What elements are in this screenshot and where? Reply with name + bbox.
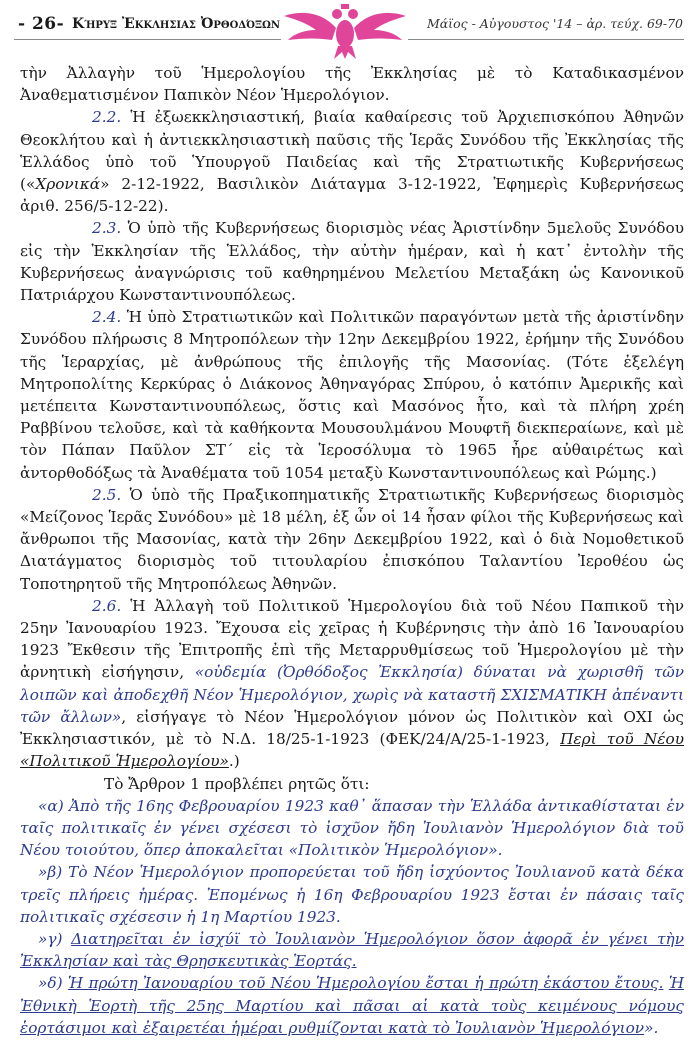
- double-headed-eagle-icon: [282, 2, 408, 60]
- section-number: 2.5.: [92, 485, 122, 504]
- section-number: 2.6.: [92, 596, 122, 615]
- section-number: 2.2.: [92, 108, 122, 127]
- quote-text: Διατηρεῖται ἐν ἰσχύϊ τὸ Ἰουλιανὸν Ἡμερολόγιον ὅσον ἀφορᾶ ἐν γένει τὴν Ἐκκλησίαν καὶ τὰς Θρησκευτικὰς Ἑορτάς.: [20, 929, 684, 971]
- section-number: 2.3.: [92, 219, 122, 238]
- citation-title: Χρονικά: [35, 175, 101, 194]
- quote-marker: »δ): [38, 974, 68, 993]
- paragraph-2-3: [20, 217, 684, 306]
- paragraph-text: , εἰσήγαγε τὸ Νέον Ἡμερολόγιον μόνον ὡς Πολιτικὸν καὶ ΟΧΙ ὡς Ἐκκλησιαστικόν, μὲ τὸ Ν.Δ. 18/25-1-1923 (ΦΕΚ/24/Α/25-1-1923,: [20, 707, 684, 749]
- page-header: [0, 0, 697, 62]
- quote-text: Ἡ Ἐθνικὴ Ἑορτὴ τῆς 25ης Μαρτίου καὶ πᾶσαι αἱ κατὰ τοὺς κειμένους νόμους ἑορτάσιμοι καὶ ἐξαιρετέαι ἡμέραι ρυθμίζονται κατὰ τὸ Ἰουλιανὸν Ἡμερολόγιον: [20, 974, 684, 1037]
- paragraph-2-5: [20, 484, 684, 595]
- paragraph-text: Ἡ ὑπὸ Στρατιωτικῶν καὶ Πολιτικῶν παραγόντων μετὰ τῆς ἀριστίνδην Συνόδου πλήρωσις 8 Μητροπόλεων τὴν 12ην Δεκεμβρίου 1922, ἐρήμην τῆς Συνόδου τῆς Ἱεραρχίας, μὲ ἀνθρώπους τῆς ἐπιλογῆς τῆς Μασονίας. (Τότε ἐξελέγη Μητροπολίτης Κερκύρας ὁ Διάκονος Ἀθηναγόρας Σπύρου, ὁ κατόπιν Ἀμερικῆς καὶ μετέπειτα Κωνσταντινουπόλεως, ὅστις καὶ Μασόνος ἦτο, καὶ τὰ πλήρη χρέη Ραββίνου τελοῦσε, καὶ τὰ καθήκοντα Μουσουλμάνου Μουφτῆ διεκπεραίωνε, καὶ μὲ τὸν Πάπαν Παῦλον ΣΤ´ εἰς τὰ Ἱεροσόλυμα τὸ 1965 ἦρε αὐθαιρέτως καὶ ἀντορθοδόξως τὰ Ἀναθέματα τοῦ 1054 μεταξὺ Κωνσταντινουπόλεως καὶ Ρώμης.): [20, 308, 684, 482]
- quoted-report: «οὐδεμία (Ὀρθόδοξος Ἐκκλησία) δύναται νὰ χωρισθῆ τῶν λοιπῶν καὶ ἀποδεχθῆ Νέον Ἡμερολόγιον, χωρὶς νὰ καταστῆ ΣΧΙΣΜΑΤΙΚΗ ἀπέναντι τῶν ἄλλων»: [20, 663, 685, 726]
- paragraph-text: Ὁ ὑπὸ τῆς Πραξικοπηματικῆς Στρατιωτικῆς Κυβερνήσεως διορισμὸς «Μείζονος Ἱερᾶς Συνόδου» μὲ 18 μέλη, ἐξ ὧν οἱ 14 ἦσαν φίλοι τῆς Κυβερνήσεως καὶ ἄνθρωποι τῆς Μασονίας, κατὰ τὴν 26ην Δεκεμβρίου 1922, καὶ ὁ διὰ Νομοθετικοῦ Διατάγματος διορισμὸς τοῦ τιτουλαρίου ἐπισκόπου Ταλαντίου Ἰεροθέου ὡς Τοποτηρητοῦ τῆς Μητροπόλεως Ἀθηνῶν.: [20, 485, 684, 593]
- paragraph-text: Ἡ ἐξωεκκλησιαστική, βιαία καθαίρεσις τοῦ Ἀρχιεπισκόπου Ἀθηνῶν Θεοκλήτου καὶ ἡ ἀντιεκκλησιαστικὴ παῦσις τῆς Ἱερᾶς Συνόδου τῆς Ἐκκλησίας τῆς Ἑλλάδος ὑπὸ τοῦ Ὑπουργοῦ Παιδείας καὶ τῆς Στρατιωτικῆς Κυβερνήσεως («: [20, 108, 684, 194]
- quote-beta: [20, 861, 684, 928]
- section-number: 2.4.: [92, 308, 122, 327]
- quote-text: «α) Ἀπὸ τῆς 16ης Φεβρουαρίου 1923 καθ᾽ ἅπασαν τὴν Ἑλλάδα ἀντικαθίσταται ἐν ταῖς πολιτικαῖς ἐν γένει σχέσεσι τὸ ἰσχῦον ἤδη Ἰουλιανὸν Ἡμερολόγιον διὰ τοῦ Νέου τοιούτου, ὅπερ ἀποκαλεῖται «Πολιτικὸν Ἡμερολόγιον».: [20, 796, 684, 860]
- paragraph-2-4: [20, 306, 684, 484]
- issue-info: Μάϊος - Αὐγουστος '14 – ἀρ. τεύχ. 69-70: [426, 16, 683, 31]
- quote-alpha: [20, 795, 684, 862]
- paragraph-text: » 2-12-1922, Βασιλικὸν Διάταγμα 3-12-1922, Ἐφημερὶς Κυβερνήσεως ἀριθ. 256/5-12-22).: [20, 175, 684, 216]
- header-rule-left: [14, 39, 281, 40]
- page-number: - 26-: [18, 14, 65, 34]
- header-rule-right: [408, 39, 684, 40]
- quote-text: Ἡ πρώτη Ἰανουαρίου τοῦ Νέου Ἡμερολογίου ἔσται ἡ πρώτη ἑκάστου ἔτους.: [67, 974, 664, 993]
- paragraph-text: Ὁ ὑπὸ τῆς Κυβερνήσεως διορισμὸς νέας Ἀριστίνδην 5μελοῦς Συνόδου εἰς τὴν Ἐκκλησίαν τῆς Ἑλλάδος, τὴν αὐτὴν ἡμέραν, καὶ ἡ κατ᾽ ἐντολὴν τῆς Κυβερνήσεως ἀναγνώρισις τοῦ καθηρημένου Μελετίου Μεταξάκη ὡς Κανονικοῦ Πατριάρχου Κωνσταντινουπόλεως.: [20, 219, 684, 305]
- paragraph-text: Ἡ Ἀλλαγὴ τοῦ Πολιτικοῦ Ἡμερολογίου διὰ τοῦ Νέου Παπικοῦ τὴν 25ην Ἰανουαρίου 1923. Ἔχουσα εἰς χεῖρας ἡ Κυβέρνησις τὴν ἀπὸ 16 Ἰανουαρίου 1923 Ἔκθεσιν τῆς Ἐπιτροπῆς ἐπὶ τῆς Μεταρρυθμίσεως τοῦ Ἡμερολογίου μὲ τὴν ἀρνητικὴ εἰσήγησιν,: [20, 596, 684, 682]
- law-title: Περὶ τοῦ Νέου «Πολιτικοῦ Ἡμερολογίου»: [20, 730, 684, 771]
- journal-title: Κήρυξ Ἐκκλησιας Ὀρθοδόξων: [72, 16, 281, 32]
- paragraph: τὴν Ἀλλαγὴν τοῦ Ἡμερολογίου τῆς Ἐκκλησίας μὲ τὸ Καταδικασμένον Ἀναθεματισμένον Παπικὸν Νέον Ἡμερολόγιον.: [20, 64, 684, 105]
- quote-gamma: [20, 928, 684, 972]
- quote-marker: »γ): [38, 929, 72, 948]
- quote-text: »β) Τὸ Νέον Ἡμερολόγιον προπορεύεται τοῦ ἤδη ἰσχύοντος Ἰουλιανοῦ κατὰ δέκα τρεῖς πλήρεις ἡμέρας. Ἐπομένως ἡ 16η Φεβρουαρίου 1923 ἔσται ἐν πάσαις ταῖς πολιτικαῖς σχέσεσιν ἡ 1η Μαρτίου 1923.: [20, 863, 684, 926]
- quote-end: ».: [644, 1018, 659, 1037]
- paragraph-2-2: [20, 106, 684, 217]
- quote-delta: [20, 972, 684, 1039]
- paragraph-text: .): [228, 752, 240, 771]
- paragraph-2-6: [20, 595, 684, 773]
- article-body: [20, 62, 684, 1039]
- paragraph-article-1: Τὸ Ἄρθρον 1 προβλέπει ρητῶς ὅτι:: [104, 774, 370, 793]
